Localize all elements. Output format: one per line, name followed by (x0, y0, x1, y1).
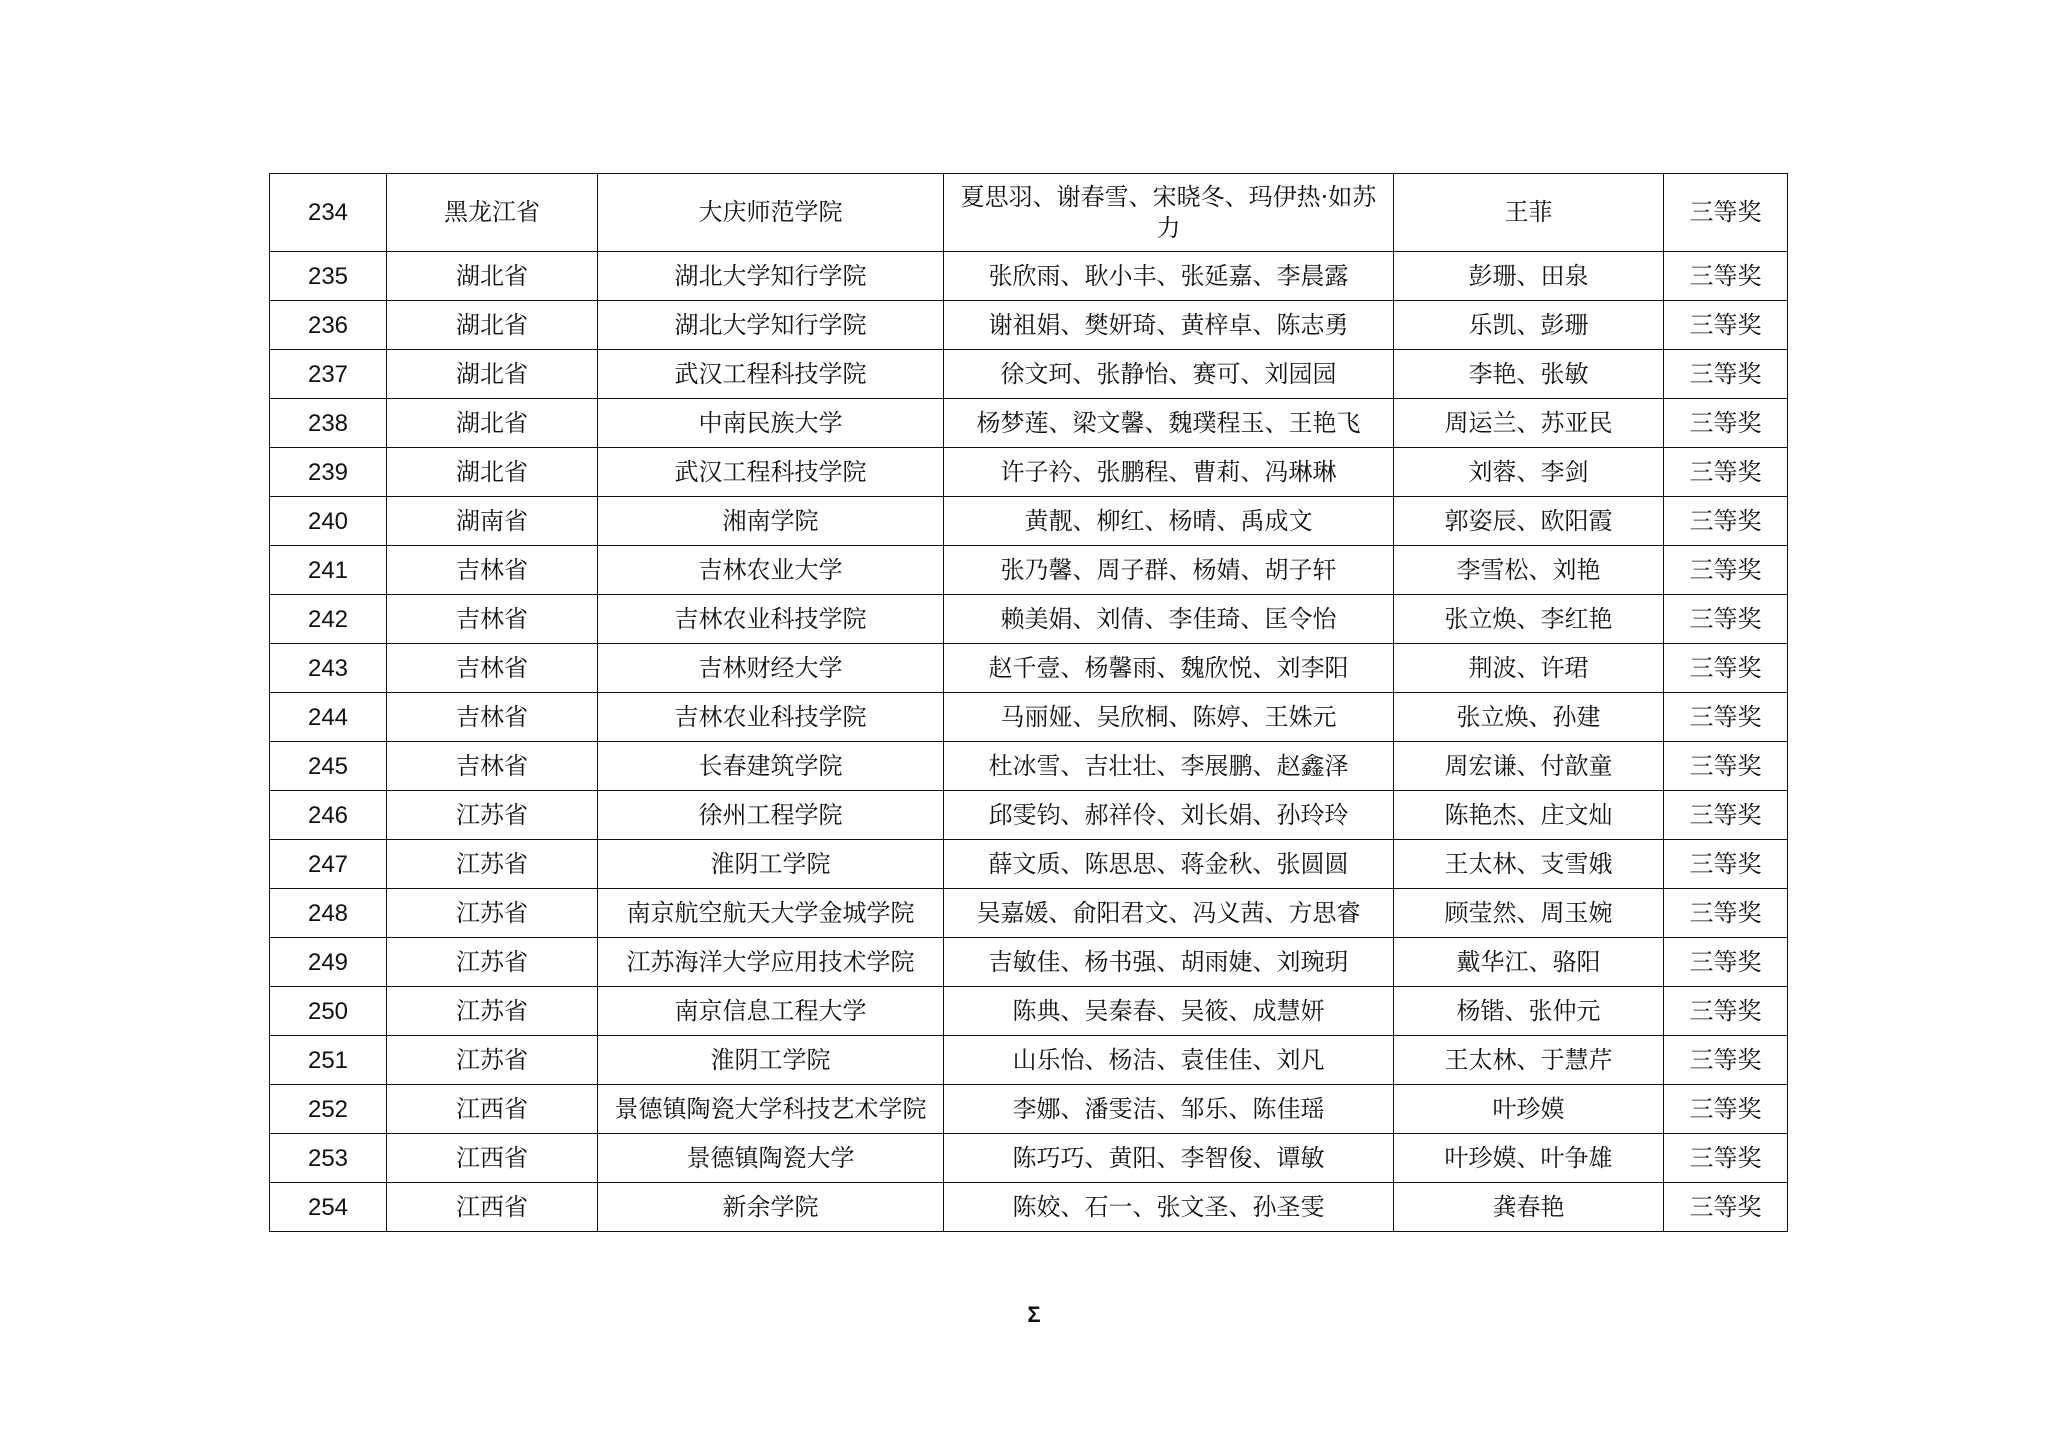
cell-members: 张乃馨、周子群、杨婧、胡子轩 (944, 546, 1394, 595)
cell-province: 江西省 (387, 1085, 598, 1134)
cell-advisors: 张立焕、孙建 (1394, 693, 1664, 742)
cell-school: 吉林农业大学 (598, 546, 944, 595)
cell-province: 湖南省 (387, 497, 598, 546)
cell-number: 247 (270, 840, 387, 889)
cell-province: 湖北省 (387, 301, 598, 350)
cell-province: 江苏省 (387, 938, 598, 987)
cell-members: 赵千壹、杨馨雨、魏欣悦、刘李阳 (944, 644, 1394, 693)
table-row (270, 742, 1788, 791)
cell-number: 250 (270, 987, 387, 1036)
cell-award: 三等奖 (1664, 1183, 1788, 1232)
cell-award: 三等奖 (1664, 252, 1788, 301)
cell-members: 徐文珂、张静怡、赛可、刘园园 (944, 350, 1394, 399)
cell-advisors: 李雪松、刘艳 (1394, 546, 1664, 595)
table-row (270, 399, 1788, 448)
cell-number: 241 (270, 546, 387, 595)
table-row (270, 1085, 1788, 1134)
table-row (270, 1183, 1788, 1232)
cell-school: 景德镇陶瓷大学科技艺术学院 (598, 1085, 944, 1134)
table-row (270, 840, 1788, 889)
cell-members: 赖美娟、刘倩、李佳琦、匡令怡 (944, 595, 1394, 644)
table-row (270, 546, 1788, 595)
cell-advisors: 彭珊、田泉 (1394, 252, 1664, 301)
table-row (270, 693, 1788, 742)
table-row (270, 448, 1788, 497)
cell-province: 湖北省 (387, 350, 598, 399)
cell-province: 吉林省 (387, 742, 598, 791)
cell-advisors: 龚春艳 (1394, 1183, 1664, 1232)
cell-number: 235 (270, 252, 387, 301)
cell-award: 三等奖 (1664, 1085, 1788, 1134)
cell-school: 湖北大学知行学院 (598, 252, 944, 301)
cell-school: 新余学院 (598, 1183, 944, 1232)
cell-number: 237 (270, 350, 387, 399)
cell-province: 江苏省 (387, 987, 598, 1036)
cell-advisors: 戴华江、骆阳 (1394, 938, 1664, 987)
cell-award: 三等奖 (1664, 174, 1788, 252)
cell-advisors: 周运兰、苏亚民 (1394, 399, 1664, 448)
cell-school: 大庆师范学院 (598, 174, 944, 252)
cell-advisors: 叶珍嫫、叶争雄 (1394, 1134, 1664, 1183)
cell-members: 陈典、吴秦春、吴筱、成慧妍 (944, 987, 1394, 1036)
cell-school: 湖北大学知行学院 (598, 301, 944, 350)
cell-award: 三等奖 (1664, 791, 1788, 840)
cell-number: 242 (270, 595, 387, 644)
cell-members: 邱雯钧、郝祥伶、刘长娟、孙玲玲 (944, 791, 1394, 840)
cell-school: 吉林农业科技学院 (598, 693, 944, 742)
cell-advisors: 叶珍嫫 (1394, 1085, 1664, 1134)
cell-members: 谢祖娟、樊妍琦、黄梓卓、陈志勇 (944, 301, 1394, 350)
page-number: Σ (1027, 1302, 1041, 1327)
cell-school: 吉林农业科技学院 (598, 595, 944, 644)
cell-province: 江苏省 (387, 1036, 598, 1085)
cell-province: 吉林省 (387, 644, 598, 693)
cell-award: 三等奖 (1664, 938, 1788, 987)
cell-province: 湖北省 (387, 399, 598, 448)
table-row (270, 497, 1788, 546)
cell-province: 湖北省 (387, 252, 598, 301)
table-row (270, 595, 1788, 644)
cell-members: 杜冰雪、吉壮壮、李展鹏、赵鑫泽 (944, 742, 1394, 791)
cell-award: 三等奖 (1664, 546, 1788, 595)
cell-members: 李娜、潘雯洁、邹乐、陈佳瑶 (944, 1085, 1394, 1134)
cell-school: 南京航空航天大学金城学院 (598, 889, 944, 938)
cell-number: 236 (270, 301, 387, 350)
cell-members: 山乐怡、杨洁、袁佳佳、刘凡 (944, 1036, 1394, 1085)
cell-province: 江苏省 (387, 889, 598, 938)
cell-province: 吉林省 (387, 595, 598, 644)
cell-number: 239 (270, 448, 387, 497)
cell-school: 江苏海洋大学应用技术学院 (598, 938, 944, 987)
cell-province: 吉林省 (387, 693, 598, 742)
cell-number: 249 (270, 938, 387, 987)
cell-award: 三等奖 (1664, 742, 1788, 791)
cell-province: 湖北省 (387, 448, 598, 497)
cell-members: 薛文质、陈思思、蒋金秋、张圆圆 (944, 840, 1394, 889)
cell-award: 三等奖 (1664, 644, 1788, 693)
cell-advisors: 乐凯、彭珊 (1394, 301, 1664, 350)
table-row (270, 301, 1788, 350)
cell-members: 马丽娅、吴欣桐、陈婷、王姝元 (944, 693, 1394, 742)
cell-number: 252 (270, 1085, 387, 1134)
cell-advisors: 周宏谦、付歆童 (1394, 742, 1664, 791)
cell-members: 张欣雨、耿小丰、张延嘉、李晨露 (944, 252, 1394, 301)
cell-advisors: 王太林、于慧芹 (1394, 1036, 1664, 1085)
cell-number: 244 (270, 693, 387, 742)
cell-advisors: 陈艳杰、庄文灿 (1394, 791, 1664, 840)
cell-school: 徐州工程学院 (598, 791, 944, 840)
cell-school: 湘南学院 (598, 497, 944, 546)
awards-table-body (270, 174, 1788, 1232)
cell-award: 三等奖 (1664, 693, 1788, 742)
table-row (270, 644, 1788, 693)
table-row (270, 252, 1788, 301)
cell-award: 三等奖 (1664, 840, 1788, 889)
cell-members: 许子衿、张鹏程、曹莉、冯琳琳 (944, 448, 1394, 497)
cell-award: 三等奖 (1664, 1134, 1788, 1183)
awards-table (269, 173, 1788, 1232)
cell-advisors: 顾莹然、周玉婉 (1394, 889, 1664, 938)
cell-province: 江西省 (387, 1183, 598, 1232)
cell-province: 江西省 (387, 1134, 598, 1183)
cell-school: 南京信息工程大学 (598, 987, 944, 1036)
cell-school: 武汉工程科技学院 (598, 448, 944, 497)
table-row (270, 174, 1788, 252)
cell-number: 245 (270, 742, 387, 791)
cell-number: 234 (270, 174, 387, 252)
cell-members: 吉敏佳、杨书强、胡雨婕、刘琬玥 (944, 938, 1394, 987)
cell-number: 243 (270, 644, 387, 693)
cell-advisors: 王太林、支雪娥 (1394, 840, 1664, 889)
cell-school: 武汉工程科技学院 (598, 350, 944, 399)
cell-award: 三等奖 (1664, 350, 1788, 399)
cell-province: 江苏省 (387, 791, 598, 840)
cell-province: 黑龙江省 (387, 174, 598, 252)
cell-award: 三等奖 (1664, 987, 1788, 1036)
cell-members: 陈姣、石一、张文圣、孙圣雯 (944, 1183, 1394, 1232)
cell-school: 淮阴工学院 (598, 840, 944, 889)
table-row (270, 889, 1788, 938)
cell-advisors: 杨锴、张仲元 (1394, 987, 1664, 1036)
cell-members: 夏思羽、谢春雪、宋晓冬、玛伊热·如苏力 (944, 174, 1394, 252)
cell-award: 三等奖 (1664, 399, 1788, 448)
cell-number: 254 (270, 1183, 387, 1232)
cell-school: 吉林财经大学 (598, 644, 944, 693)
cell-members: 黄靓、柳红、杨晴、禹成文 (944, 497, 1394, 546)
table-row (270, 791, 1788, 840)
cell-advisors: 李艳、张敏 (1394, 350, 1664, 399)
cell-school: 长春建筑学院 (598, 742, 944, 791)
cell-award: 三等奖 (1664, 301, 1788, 350)
table-row (270, 1036, 1788, 1085)
cell-award: 三等奖 (1664, 595, 1788, 644)
cell-school: 景德镇陶瓷大学 (598, 1134, 944, 1183)
table-row (270, 350, 1788, 399)
cell-advisors: 张立焕、李红艳 (1394, 595, 1664, 644)
cell-award: 三等奖 (1664, 1036, 1788, 1085)
cell-number: 253 (270, 1134, 387, 1183)
cell-advisors: 王菲 (1394, 174, 1664, 252)
table-row (270, 938, 1788, 987)
table-row (270, 1134, 1788, 1183)
cell-members: 杨梦莲、梁文馨、魏璞程玉、王艳飞 (944, 399, 1394, 448)
table-row (270, 987, 1788, 1036)
cell-award: 三等奖 (1664, 889, 1788, 938)
cell-award: 三等奖 (1664, 497, 1788, 546)
cell-province: 吉林省 (387, 546, 598, 595)
cell-award: 三等奖 (1664, 448, 1788, 497)
cell-members: 陈巧巧、黄阳、李智俊、谭敏 (944, 1134, 1394, 1183)
cell-number: 238 (270, 399, 387, 448)
cell-province: 江苏省 (387, 840, 598, 889)
cell-advisors: 荆波、许珺 (1394, 644, 1664, 693)
cell-number: 240 (270, 497, 387, 546)
cell-advisors: 刘蓉、李剑 (1394, 448, 1664, 497)
cell-advisors: 郭姿辰、欧阳霞 (1394, 497, 1664, 546)
cell-number: 251 (270, 1036, 387, 1085)
cell-number: 246 (270, 791, 387, 840)
cell-school: 淮阴工学院 (598, 1036, 944, 1085)
cell-members: 吴嘉媛、俞阳君文、冯义茜、方思睿 (944, 889, 1394, 938)
cell-school: 中南民族大学 (598, 399, 944, 448)
cell-number: 248 (270, 889, 387, 938)
